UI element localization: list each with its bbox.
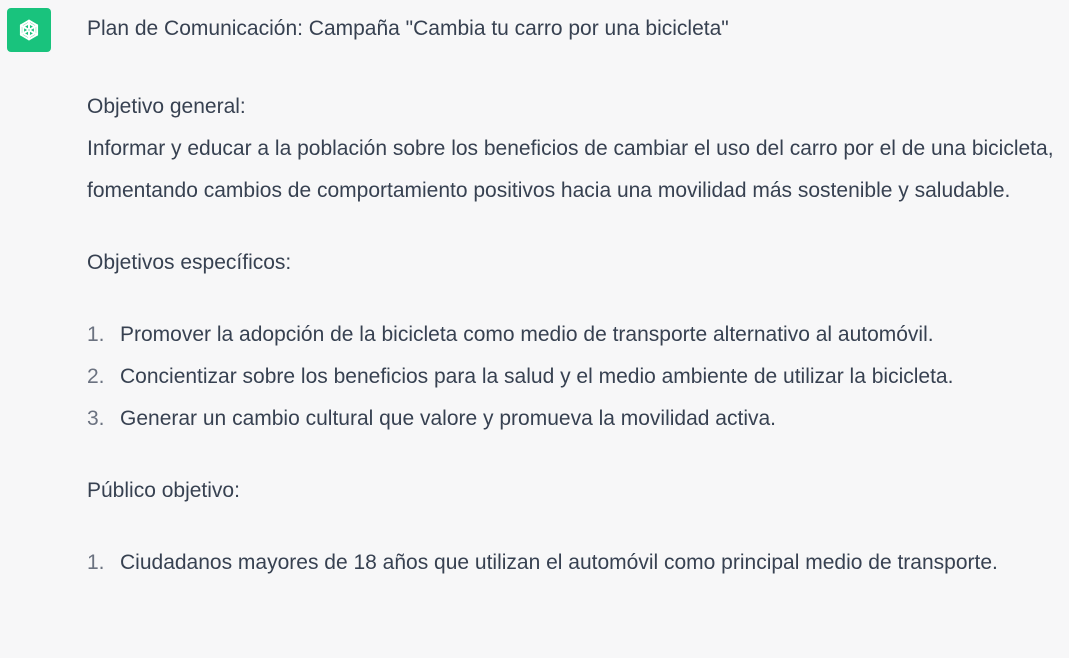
list-item-text: Ciudadanos mayores de 18 años que utilizan el automóvil como principal medio de transporte. — [120, 551, 998, 574]
list-number: 2. — [87, 365, 105, 388]
list-number: 3. — [87, 407, 105, 430]
specific-objectives-heading: Objetivos específicos: — [87, 251, 292, 274]
general-objective-heading: Objetivo general: — [87, 95, 246, 118]
list-item — [87, 314, 1062, 356]
assistant-avatar — [7, 8, 51, 52]
list-spacer-2 — [87, 512, 1062, 542]
target-audience-heading: Público objetivo: — [87, 479, 240, 502]
target-audience-list — [87, 542, 1062, 584]
list-spacer-1 — [87, 284, 1062, 314]
list-number: 1. — [87, 551, 105, 574]
list-item-text: Concientizar sobre los beneficios para la salud y el medio ambiente de utilizar la bicicleta. — [120, 365, 954, 388]
message-title: Plan de Comunicación: Campaña "Cambia tu carro por una bicicleta" — [87, 17, 729, 40]
general-objective-text: Informar y educar a la población sobre los beneficios de cambiar el uso del carro por el de una bicicleta, fomentando cambios de comportamiento positivos hacia una movilidad más sostenible y saludable. — [87, 137, 1054, 202]
section-spacer-1 — [87, 212, 1062, 242]
list-item-text: Promover la adopción de la bicicleta como medio de transporte alternativo al automóvil. — [120, 323, 934, 346]
list-item — [87, 356, 1062, 398]
list-number: 1. — [87, 323, 105, 346]
section-spacer-2 — [87, 440, 1062, 470]
list-item — [87, 542, 1062, 584]
title-spacer — [87, 44, 1062, 86]
specific-objectives-list — [87, 314, 1062, 440]
openai-logo-icon — [14, 15, 44, 45]
list-item-text: Generar un cambio cultural que valore y promueva la movilidad activa. — [120, 407, 776, 430]
assistant-message — [87, 14, 1062, 584]
list-item — [87, 398, 1062, 440]
